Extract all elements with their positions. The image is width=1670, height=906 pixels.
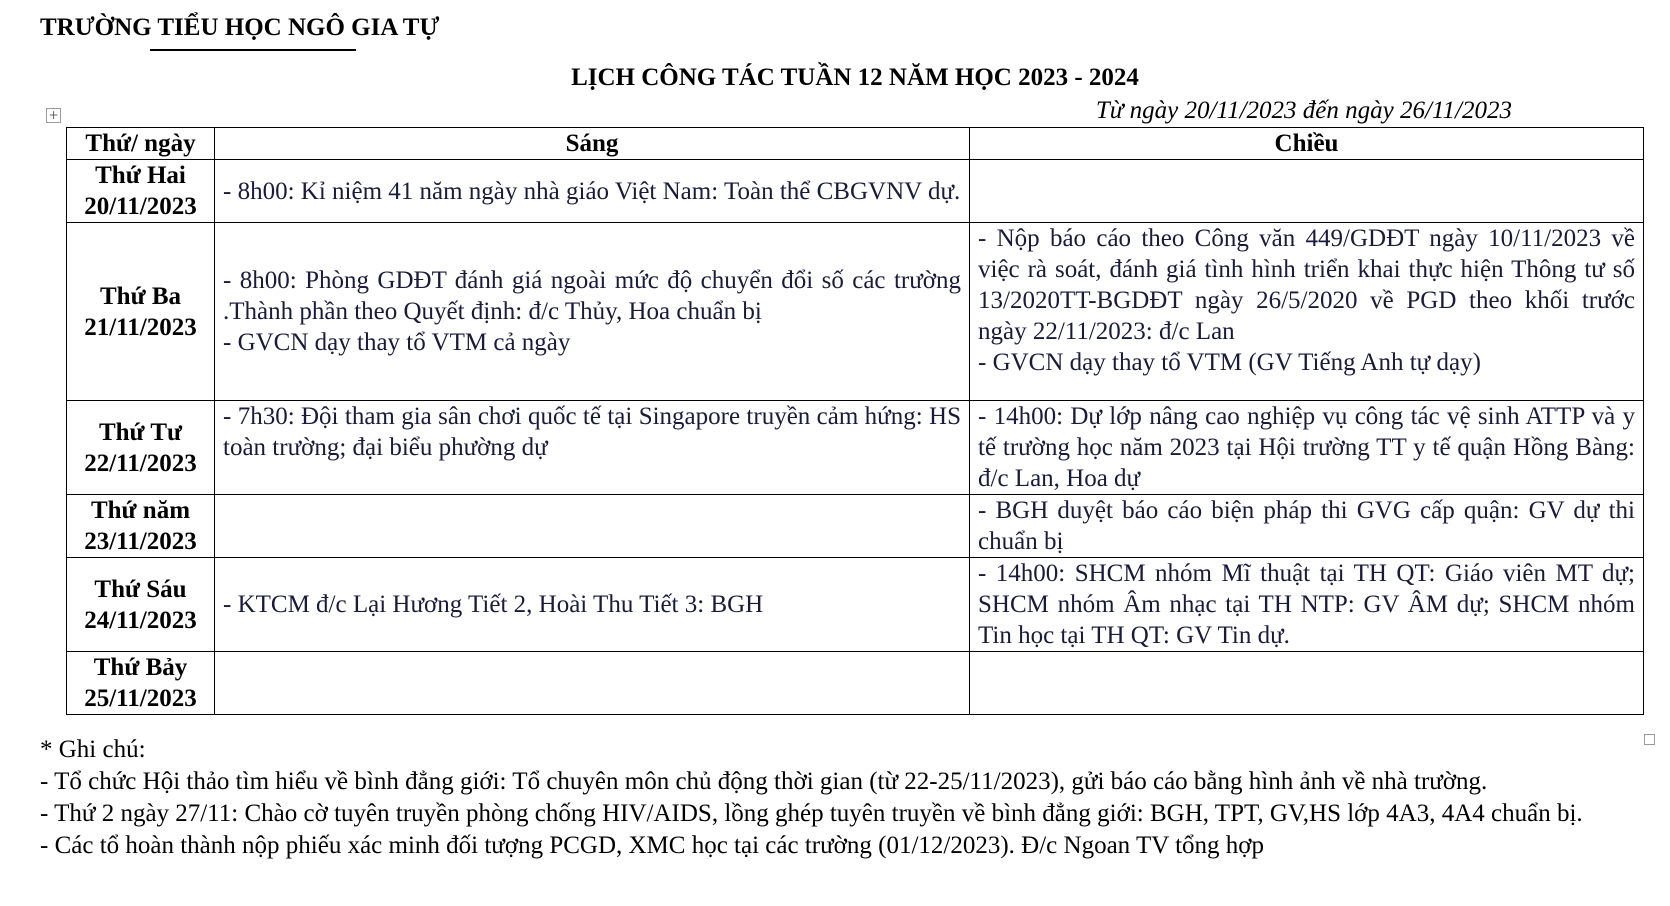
table-row [67,401,1644,495]
school-name: TRƯỜNG TIỂU HỌC NGÔ GIA TỰ [40,14,440,41]
morning-item: - KTCM đ/c Lại Hương Tiết 2, Hoài Thu Tiết 3: BGH [223,591,764,618]
afternoon-item: - GVCN dạy thay tổ VTM (GV Tiếng Anh tự dạy) [978,349,1481,376]
morning-item: - 8h00: Kỉ niệm 41 năm ngày nhà giáo Việt Nam: Toàn thể CBGVNV dự. [223,177,961,205]
day-date: 22/11/2023 [84,449,197,477]
day-name: Thứ Ba [99,282,181,310]
morning-item: - 8h00: Phòng GDĐT đánh giá ngoài mức độ chuyển đổi số các trường .Thành phần theo Quyết định: đ/c Thủy, Hoa chuẩn bị [223,267,961,325]
morning-cell [215,652,970,715]
table-resize-handle[interactable] [1644,734,1655,745]
morning-cell [215,223,970,401]
notes-section [40,734,1600,862]
table-row [67,160,1644,223]
date-range: Từ ngày 20/11/2023 đến ngày 26/11/2023 [1095,97,1512,124]
day-cell [67,495,215,558]
table-row [67,223,1644,401]
table-header-row [67,128,1644,160]
day-name: Thứ Sáu [94,575,187,603]
afternoon-cell [970,652,1644,715]
notes-heading: * Ghi chú: [40,736,146,763]
afternoon-item: - Nộp báo cáo theo Công văn 449/GDĐT ngày 10/11/2023 về việc rà soát, đánh giá tình hình triển khai thực hiện Thông tư số 13/2020TT-BGDĐT ngày 26/5/2020 về PGD theo khối trước ngày 22/11/2023: đ/c Lan [978,225,1635,345]
afternoon-cell [970,401,1644,495]
morning-item: - GVCN dạy thay tổ VTM cả ngày [223,329,571,356]
morning-cell [215,160,970,223]
day-date: 24/11/2023 [84,606,197,634]
day-date: 21/11/2023 [84,313,197,341]
column-header-day: Thứ/ ngày [67,128,215,160]
day-cell [67,558,215,652]
note-item: - Tổ chức Hội thảo tìm hiểu về bình đẳng giới: Tổ chuyên môn chủ động thời gian (từ 22-25/11/2023), gửi báo cáo bằng hình ảnh về nhà trường. [40,768,1488,795]
school-underline [150,49,356,51]
note-item: - Thứ 2 ngày 27/11: Chào cờ tuyên truyền phòng chống HIV/AIDS, lồng ghép tuyên truyền về bình đẳng giới: BGH, TPT, GV,HS lớp 4A3, 4A4 chuẩn bị. [40,800,1583,827]
column-header-morning: Sáng [215,128,970,160]
column-header-afternoon: Chiều [970,128,1644,160]
day-date: 25/11/2023 [84,685,197,712]
day-name: Thứ Tư [98,418,183,446]
note-item: - Các tổ hoàn thành nộp phiếu xác minh đối tượng PCGD, XMC học tại các trường (01/12/2023). Đ/c Ngoan TV tổng hợp [40,832,1264,859]
day-name: Thứ Hai [95,162,186,189]
afternoon-cell [970,160,1644,223]
morning-cell [215,495,970,558]
morning-item: - 7h30: Đội tham gia sân chơi quốc tế tại Singapore truyền cảm hứng: HS toàn trường; đại biểu phường dự [223,403,961,461]
day-name: Thứ Bảy [93,654,188,681]
day-cell [67,223,215,401]
table-row [67,495,1644,558]
page-title: LỊCH CÔNG TÁC TUẦN 12 NĂM HỌC 2023 - 2024 [571,64,1139,91]
day-name: Thứ năm [90,497,191,524]
afternoon-cell [970,223,1644,401]
afternoon-cell [970,558,1644,652]
day-cell [67,160,215,223]
day-cell [67,652,215,715]
day-date: 23/11/2023 [84,528,197,555]
table-row [67,652,1644,715]
day-date: 20/11/2023 [84,193,197,220]
afternoon-cell [970,495,1644,558]
afternoon-item: - 14h00: SHCM nhóm Mĩ thuật tại TH QT: Giáo viên MT dự; SHCM nhóm Âm nhạc tại TH NTP: GV ÂM dự; SHCM nhóm Tin học tại TH QT: GV Tin dự. [978,560,1635,649]
afternoon-item: - 14h00: Dự lớp nâng cao nghiệp vụ công tác vệ sinh ATTP và y tế trường học năm 2023 tại Hội trường TT y tế quận Hồng Bàng: đ/c Lan, Hoa dự [978,403,1635,492]
table-row [67,558,1644,652]
move-handle-icon[interactable]: + [46,108,61,123]
morning-cell [215,401,970,495]
schedule-table [66,127,1644,715]
morning-cell [215,558,970,652]
day-cell [67,401,215,495]
afternoon-item: - BGH duyệt báo cáo biện pháp thi GVG cấp quận: GV dự thi chuẩn bị [978,497,1635,555]
